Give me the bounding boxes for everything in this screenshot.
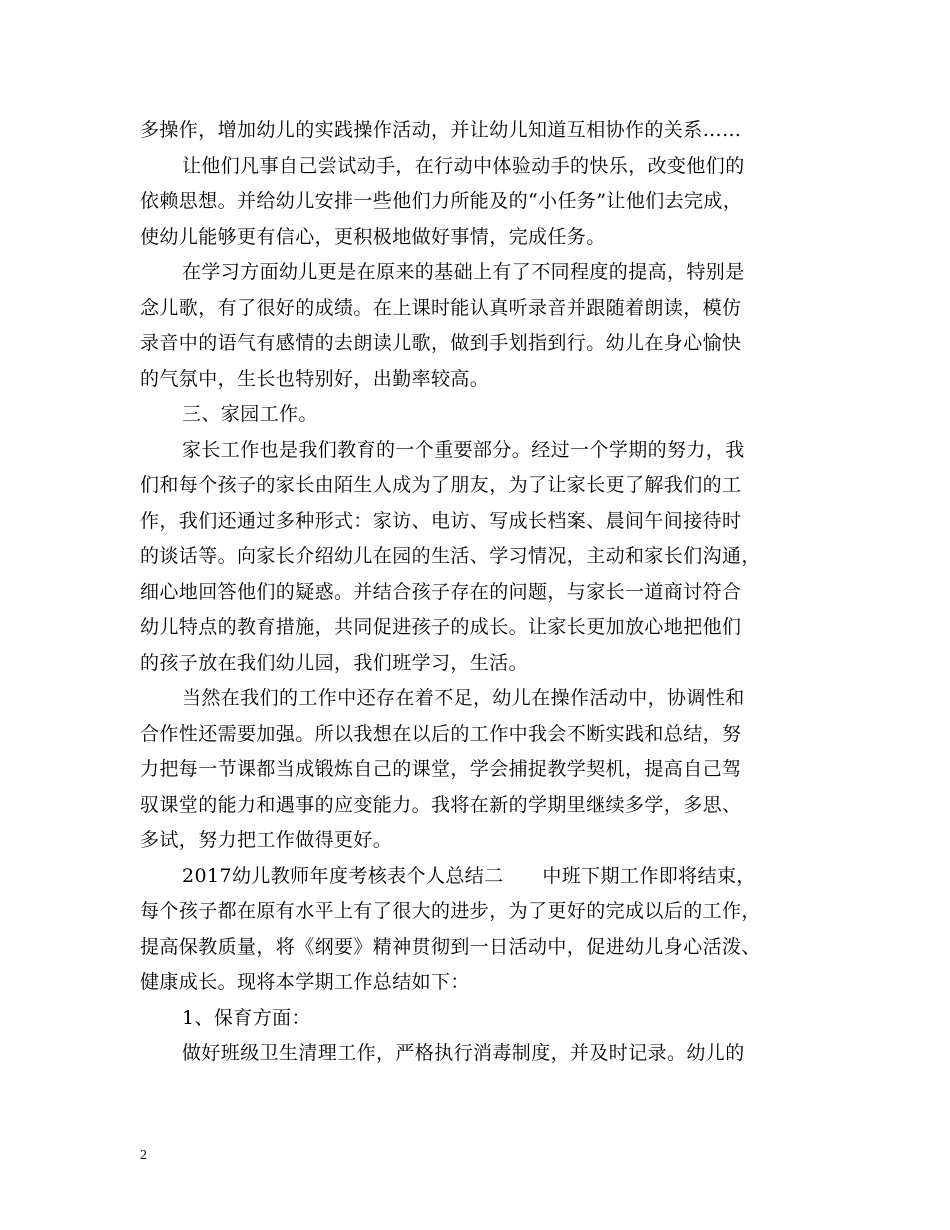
page-number: 2 [140,1148,147,1163]
text-line: 健康成长。现将本学期工作总结如下： [140,971,470,993]
section-heading: 三、家园工作。 [182,403,318,425]
text-line: 多试，努力把工作做得更好。 [140,829,393,851]
text-line: 让他们凡事自己尝试动手，在行动中体验动手的快乐，改变他们的 [182,155,745,177]
section-heading: 1、保育方面： [182,1007,311,1029]
text-line: 家长工作也是我们教育的一个重要部分。经过一个学期的努力，我 [182,439,745,461]
text-line: 们和每个孩子的家长由陌生人成为了朋友，为了让家长更了解我们的工 [140,474,742,496]
text-line: 多操作，增加幼儿的实践操作活动，并让幼儿知道互相协作的关系…… [140,119,742,141]
text-line: 使幼儿能够更有信心，更积极地做好事情，完成任务。 [140,226,606,248]
text-line: 的孩子放在我们幼儿园，我们班学习，生活。 [140,652,529,674]
text-line: 的谈话等。向家长介绍幼儿在园的生活、学习情况，主动和家长们沟通， [140,545,761,567]
text-line: 当然在我们的工作中还存在着不足，幼儿在操作活动中，协调性和 [182,687,745,709]
text-line: 2017幼儿教师年度考核表个人总结二 中班下期工作即将结束， [182,865,756,887]
text-line: 驭课堂的能力和遇事的应变能力。我将在新的学期里继续多学，多思、 [140,794,742,816]
text-line: 合作性还需要加强。所以我想在以后的工作中我会不断实践和总结，努 [140,723,742,745]
text-line: 作，我们还通过多种形式：家访、电访、写成长档案、晨间午间接待时 [140,510,742,532]
text-line: 每个孩子都在原有水平上有了很大的进步，为了更好的完成以后的工作， [140,900,761,922]
text-line: 力把每一节课都当成锻炼自己的课堂，学会捕捉教学契机，提高自己驾 [140,758,742,780]
text-line: 细心地回答他们的疑惑。并结合孩子存在的问题，与家长一道商讨符合 [140,581,742,603]
text-line: 在学习方面幼儿更是在原来的基础上有了不同程度的提高，特别是 [182,261,745,283]
text-line: 做好班级卫生清理工作，严格执行消毒制度，并及时记录。幼儿的 [182,1042,745,1064]
text-line: 依赖思想。并给幼儿安排一些他们力所能及的“小任务”让他们去完成， [140,190,743,212]
text-line: 幼儿特点的教育措施，共同促进孩子的成长。让家长更加放心地把他们 [140,616,742,638]
text-line: 录音中的语气有感情的去朗读儿歌，做到手划指到行。幼儿在身心愉快 [140,332,742,354]
text-line: 念儿歌，有了很好的成绩。在上课时能认真听录音并跟随着朗读，模仿 [140,297,742,319]
text-line: 提高保教质量，将《纲要》精神贯彻到一日活动中，促进幼儿身心活泼、 [140,936,761,958]
text-line: 的气氛中，生长也特别好，出勤率较高。 [140,368,490,390]
